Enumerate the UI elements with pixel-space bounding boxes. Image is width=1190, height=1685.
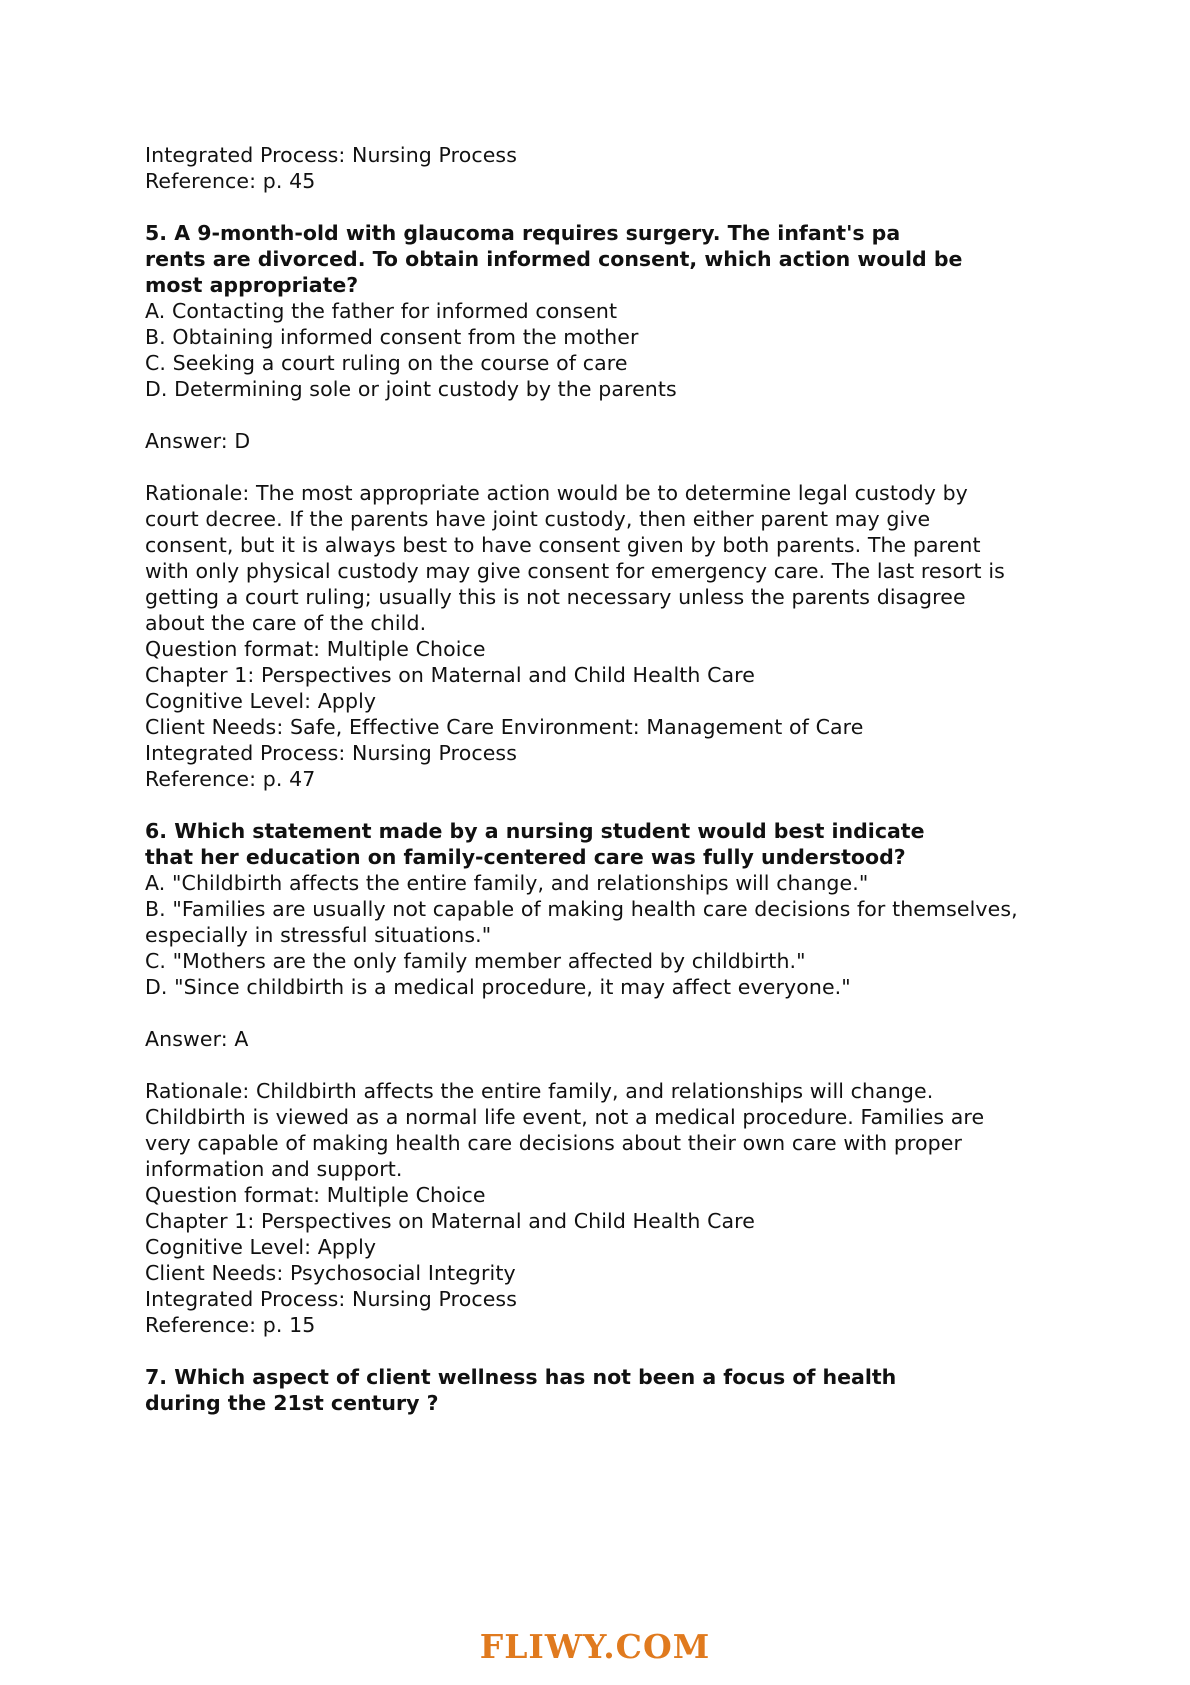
- integrated-process: Integrated Process: Nursing Process: [145, 741, 517, 765]
- rationale-line: Rationale: The most appropriate action would be to determine legal custody by: [145, 481, 968, 505]
- client-needs: Client Needs: Safe, Effective Care Environment: Management of Care: [145, 715, 864, 739]
- rationale-line: getting a court ruling; usually this is not necessary unless the parents disagree: [145, 585, 966, 609]
- question-text: 7. Which aspect of client wellness has not been a focus of health: [145, 1365, 897, 1389]
- question-text: that her education on family-centered care was fully understood?: [145, 845, 906, 869]
- document-page: [145, 142, 1065, 1416]
- question-text: rents are divorced. To obtain informed consent, which action would be: [145, 247, 963, 271]
- option-b: B. "Families are usually not capable of making health care decisions for themselves,: [145, 897, 1018, 921]
- option-c: C. "Mothers are the only family member affected by childbirth.": [145, 949, 806, 973]
- rationale-line: information and support.: [145, 1157, 403, 1181]
- reference: Reference: p. 15: [145, 1313, 316, 1337]
- question-format: Question format: Multiple Choice: [145, 637, 486, 661]
- option-a: A. "Childbirth affects the entire family, and relationships will change.": [145, 871, 869, 895]
- answer: Answer: D: [145, 429, 251, 453]
- chapter: Chapter 1: Perspectives on Maternal and Child Health Care: [145, 1209, 755, 1233]
- option-d: D. Determining sole or joint custody by the parents: [145, 377, 677, 401]
- cognitive-level: Cognitive Level: Apply: [145, 1235, 377, 1259]
- option-a: A. Contacting the father for informed consent: [145, 299, 618, 323]
- integrated-process: Integrated Process: Nursing Process: [145, 1287, 517, 1311]
- option-d: D. "Since childbirth is a medical procedure, it may affect everyone.": [145, 975, 851, 999]
- rationale-line: consent, but it is always best to have consent given by both parents. The parent: [145, 533, 981, 557]
- question-text: 5. A 9-month-old with glaucoma requires surgery. The infant's pa: [145, 221, 901, 245]
- question-6: [145, 818, 1065, 1338]
- rationale-line: court decree. If the parents have joint custody, then either parent may give: [145, 507, 931, 531]
- reference: Reference: p. 45: [145, 169, 316, 193]
- cognitive-level: Cognitive Level: Apply: [145, 689, 377, 713]
- rationale-line: Rationale: Childbirth affects the entire family, and relationships will change.: [145, 1079, 934, 1103]
- question-7: [145, 1364, 1065, 1416]
- integrated-process: Integrated Process: Nursing Process: [145, 143, 517, 167]
- option-b-continued: especially in stressful situations.": [145, 923, 492, 947]
- question-text: 6. Which statement made by a nursing student would best indicate: [145, 819, 925, 843]
- question-text: during the 21st century ?: [145, 1391, 439, 1415]
- option-b: B. Obtaining informed consent from the mother: [145, 325, 639, 349]
- option-c: C. Seeking a court ruling on the course of care: [145, 351, 628, 375]
- answer: Answer: A: [145, 1027, 249, 1051]
- footer-brand: FLIWY.COM: [479, 1627, 711, 1666]
- rationale-line: about the care of the child.: [145, 611, 427, 635]
- rationale-line: Childbirth is viewed as a normal life event, not a medical procedure. Families are: [145, 1105, 985, 1129]
- rationale-line: with only physical custody may give consent for emergency care. The last resort is: [145, 559, 1005, 583]
- reference: Reference: p. 47: [145, 767, 316, 791]
- question-5: [145, 220, 1065, 792]
- client-needs: Client Needs: Psychosocial Integrity: [145, 1261, 516, 1285]
- rationale-line: very capable of making health care decisions about their own care with proper: [145, 1131, 963, 1155]
- question-text: most appropriate?: [145, 273, 359, 297]
- question-format: Question format: Multiple Choice: [145, 1183, 486, 1207]
- chapter: Chapter 1: Perspectives on Maternal and Child Health Care: [145, 663, 755, 687]
